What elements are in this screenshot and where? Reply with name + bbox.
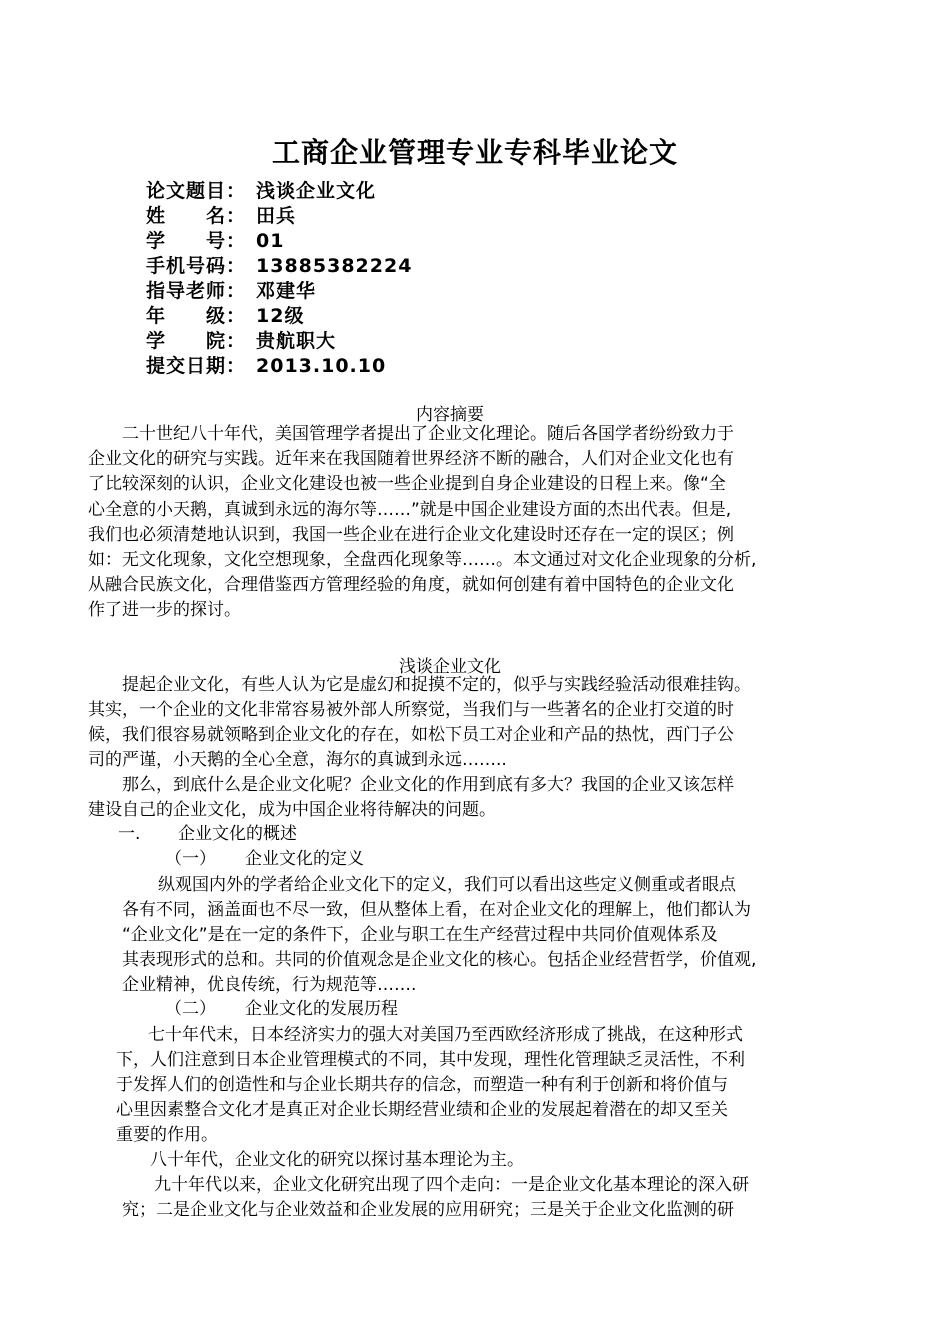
meta-value: 12级 [256, 305, 305, 327]
meta-label: 学 院： [146, 330, 247, 352]
meta-row-topic [146, 176, 376, 203]
question-line: 建设自己的企业文化，成为中国企业将待解决的问题。 [88, 800, 496, 820]
meta-row-college [146, 326, 336, 353]
nineties-line: 九十年代以来，企业文化研究出现了四个走向：一是企业文化基本理论的深入研 [154, 1175, 749, 1195]
history-line: 于发挥人们的创造性和与企业长期共存的信念，而塑造一种有利于创新和将价值与 [116, 1075, 728, 1095]
definition-line: 纵观国内外的学者给企业文化下的定义，我们可以看出这些定义侧重或者眼点 [158, 875, 736, 895]
subsection-title: 企业文化的发展历程 [245, 999, 398, 1019]
abstract-line: 作了进一步的探讨。 [88, 600, 241, 620]
meta-label: 年 级： [146, 305, 247, 327]
meta-row-name [146, 201, 296, 228]
meta-row-date [146, 351, 386, 378]
abstract-line: 心全意的小天鹅，真诚到永远的海尔等……”就是中国企业建设方面的杰出代表。但是, [88, 500, 732, 520]
meta-row-grade [146, 301, 304, 328]
intro-line: 其实，一个企业的文化非常容易被外部人所察觉，当我们与一些著名的企业打交道的时 [88, 700, 734, 720]
abstract-line: 了比较深刻的认识，企业文化建设也被一些企业提到自身企业建设的日程上来。像“全 [88, 474, 726, 494]
meta-row-phone [146, 251, 412, 278]
subsection-number: （一） [165, 849, 216, 869]
abstract-line: 从融合民族文化，合理借鉴西方管理经验的角度，就如何创建有着中国特色的企业文化 [88, 575, 734, 595]
question-line: 那么，到底什么是企业文化呢？企业文化的作用到底有多大？我国的企业又该怎样 [122, 775, 734, 795]
definition-line: 企业精神，优良传统，行为规范等……. [122, 975, 417, 995]
definition-line: 各有不同，涵盖面也不尽一致，但从整体上看，在对企业文化的理解上，他们都认为 [122, 900, 751, 920]
meta-value: 01 [256, 230, 285, 252]
meta-value: 贵航职大 [256, 330, 337, 352]
body-heading: 浅谈企业文化 [399, 657, 501, 677]
meta-row-student-id [146, 226, 284, 253]
section-title: 企业文化的概述 [178, 824, 297, 844]
page-title: 工商企业管理专业专科毕业论文 [271, 136, 678, 169]
intro-line: 候，我们很容易就领略到企业文化的存在，如松下员工对企业和产品的热忱，西门子公 [88, 725, 734, 745]
abstract-line: 企业文化的研究与实践。近年来在我国随着世界经济不断的融合，人们对企业文化也有 [88, 449, 734, 469]
history-line: 心里因素整合文化才是真正对企业长期经营业绩和企业的发展起着潜在的却又至关 [116, 1100, 728, 1120]
subsection-number: （二） [165, 999, 216, 1019]
history-line: 下，人们注意到日本企业管理模式的不同，其中发现，理性化管理缺乏灵活性，不利 [116, 1050, 745, 1070]
meta-label: 指导老师： [146, 280, 247, 302]
meta-value: 2013.10.10 [256, 355, 387, 377]
meta-label: 姓 名： [146, 205, 247, 227]
meta-row-advisor [146, 276, 316, 303]
abstract-line: 我们也必须清楚地认识到，我国一些企业在进行企业文化建设时还存在一定的误区；例 [88, 525, 734, 545]
eighties-line: 八十年代，企业文化的研究以探讨基本理论为主。 [150, 1150, 524, 1170]
abstract-line: 二十世纪八十年代，美国管理学者提出了企业文化理论。随后各国学者纷纷致力于 [122, 424, 734, 444]
definition-line: “企业文化”是在一定的条件下，企业与职工在生产经营过程中共同价值观体系及 [122, 925, 718, 945]
meta-value: 邓建华 [256, 280, 317, 302]
history-line: 重要的作用。 [116, 1125, 218, 1145]
subsection-title: 企业文化的定义 [245, 849, 364, 869]
definition-line: 其表现形式的总和。共同的价值观念是企业文化的核心。包括企业经营哲学，价值观, [122, 950, 757, 970]
abstract-heading: 内容摘要 [416, 405, 484, 425]
meta-label: 论文题目： [146, 180, 247, 202]
meta-value: 浅谈企业文化 [256, 180, 377, 202]
abstract-line: 如：无文化现象，文化空想现象，全盘西化现象等……。本文通过对文化企业现象的分析, [88, 550, 757, 570]
meta-label: 提交日期： [146, 355, 247, 377]
meta-label: 学 号： [146, 230, 247, 252]
meta-value: 田兵 [256, 205, 297, 227]
intro-line: 提起企业文化，有些人认为它是虚幻和捉摸不定的，似乎与实践经验活动很难挂钩。 [122, 675, 751, 695]
history-line: 七十年代末，日本经济实力的强大对美国乃至西欧经济形成了挑战，在这种形式 [148, 1025, 743, 1045]
section-number: 一. [118, 824, 141, 844]
meta-value: 13885382224 [256, 255, 413, 277]
nineties-line: 究；二是企业文化与企业效益和企业发展的应用研究；三是关于企业文化监测的研 [122, 1200, 734, 1220]
meta-label: 手机号码： [146, 255, 247, 277]
intro-line: 司的严谨，小天鹅的全心全意，海尔的真诚到永远…….. [88, 750, 507, 770]
